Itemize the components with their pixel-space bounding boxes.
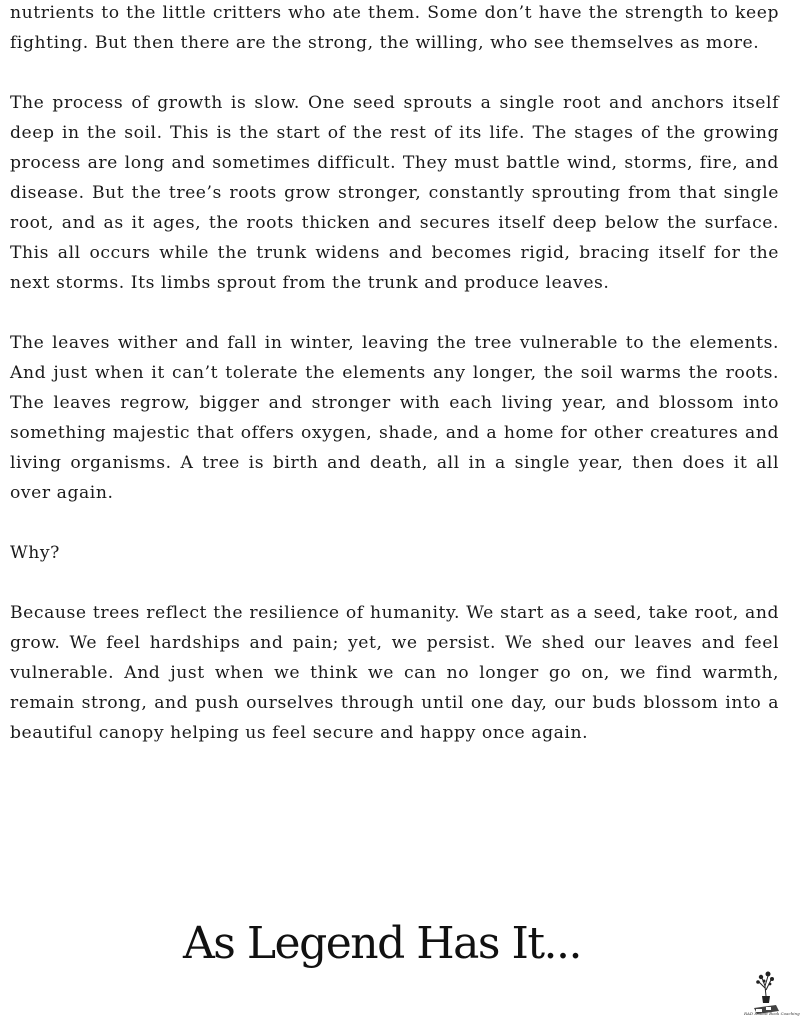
- paragraph-why: Why?: [10, 543, 60, 563]
- paragraph-critters: nutrients to the little critters who ate them. Some don’t have the strength to keep fighting. But then there are the strong, the willing, who see themselves as more.: [10, 3, 779, 53]
- paragraph-growth: The process of growth is slow. One seed sprouts a single root and anchors itself deep in the soil. This is the start of the rest of its life. The stages of the growing process are long and sometimes difficult. They must battle wind, storms, fire, and disease. But the tree’s roots grow stronger, constantly sprouting from that single root, and as it ages, the roots thicken and secures itself deep below the surface. This all occurs while the trunk widens and becomes rigid, bracing itself for the next storms. Its limbs sprout from the trunk and produce leaves.: [10, 93, 779, 293]
- footer-title: As Legend Has It...: [183, 918, 581, 969]
- logo-caption: RAD Rabbit Book Coaching: [744, 1011, 800, 1016]
- document-body: [10, 0, 779, 778]
- paragraph-leaves: The leaves wither and fall in winter, leaving the tree vulnerable to the elements. And just when it can’t tolerate the elements any longer, the soil warms the roots. The leaves regrow, bigger and stronger with each living year, and blossom into something majestic that offers oxygen, shade, and a home for other creatures and living organisms. A tree is birth and death, all in a single year, then does it all over again.: [10, 333, 779, 503]
- paragraph-resilience: Because trees reflect the resilience of humanity. We start as a seed, take root, and grow. We feel hardships and pain; yet, we persist. We shed our leaves and feel vulnerable. And just when we think we can no longer go on, we find warmth, remain strong, and push ourselves through until one day, our buds blossom into a beautiful canopy helping us feel secure and happy once again.: [10, 603, 779, 743]
